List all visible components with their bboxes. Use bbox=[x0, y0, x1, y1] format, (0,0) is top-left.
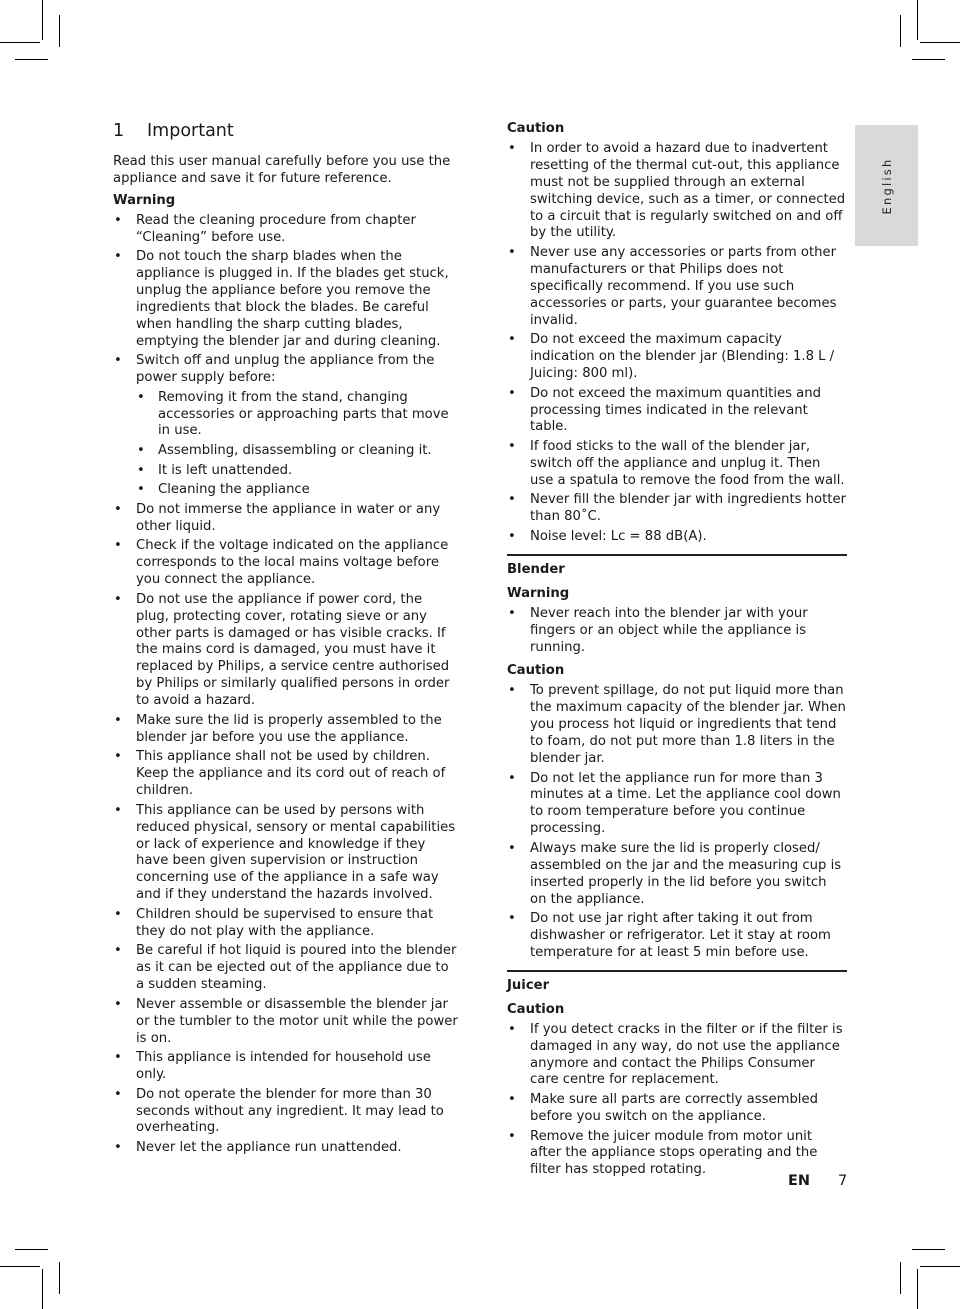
crop-mark bbox=[912, 59, 945, 60]
juicer-caution-heading: Caution bbox=[507, 1001, 565, 1017]
section-title: Important bbox=[147, 121, 234, 141]
list-item: • Never use any accessories or parts from other manufacturers or that Philips does not specifically recommend. If you use such accessories or parts, your guarantee becomes invalid. bbox=[507, 245, 847, 330]
list-item: • Read the cleaning procedure from chapter “Cleaning” before use. bbox=[113, 213, 458, 247]
list-item: • Do not let the appliance run for more than 3 minutes at a time. Let the appliance cool down to room temperature before you continue processing. bbox=[507, 771, 847, 839]
list-item: • Do not use the appliance if power cord, the plug, protecting cover, rotating sieve or any other parts is damaged or has visible cracks. If the mains cord is damaged, you must have it replaced by Philips, a service centre authorised by Philips or similarly qualified persons in order to avoid a hazard. bbox=[113, 592, 458, 710]
list-item: • Never assemble or disassemble the blender jar or the tumbler to the motor unit while the power is on. bbox=[113, 997, 458, 1048]
list-item: • Remove the juicer module from motor unit after the appliance stops operating and the filter has stopped rotating. bbox=[507, 1129, 847, 1180]
list-item: • Check if the voltage indicated on the appliance corresponds to the local mains voltage before you connect the appliance. bbox=[113, 538, 458, 589]
crop-mark bbox=[920, 1266, 960, 1267]
divider bbox=[507, 970, 847, 972]
list-item: • Never reach into the blender jar with your fingers or an object while the appliance is running. bbox=[507, 606, 847, 657]
list-item: • Do not exceed the maximum capacity indication on the blender jar (Blending: 1.8 L / Juicing: 800 ml). bbox=[507, 332, 847, 383]
language-tab-label: English bbox=[879, 157, 894, 214]
crop-mark bbox=[15, 1249, 48, 1250]
crop-mark bbox=[900, 1262, 901, 1294]
list-item: • Do not operate the blender for more than 30 seconds without any ingredient. It may lead to overheating. bbox=[113, 1087, 458, 1138]
list-item: • This appliance can be used by persons with reduced physical, sensory or mental capabilities or lack of experience and knowledge if they have been given supervision or instruction concerning use of the appliance in a safe way and if they understand the hazards involved. bbox=[113, 803, 458, 904]
crop-mark bbox=[42, 0, 43, 40]
list-item: • Make sure the lid is properly assembled to the blender jar before you use the appliance. bbox=[113, 713, 458, 747]
page-number: 7 bbox=[838, 1173, 848, 1189]
crop-mark bbox=[59, 15, 60, 47]
caution-list bbox=[507, 141, 847, 546]
list-item: • To prevent spillage, do not put liquid more than the maximum capacity of the blender jar. When you process hot liquid or ingredients that tend to foam, do not put more than 1.8 liters in the blender jar. bbox=[507, 683, 847, 768]
list-item: • This appliance shall not be used by children. Keep the appliance and its cord out of reach of children. bbox=[113, 749, 458, 800]
crop-mark bbox=[917, 0, 918, 40]
juicer-heading: Juicer bbox=[507, 977, 550, 993]
crop-mark bbox=[900, 15, 901, 47]
list-item-text: Switch off and unplug the appliance from the power supply before: bbox=[136, 353, 435, 386]
list-item: • Be careful if hot liquid is poured into the blender as it can be ejected out of the appliance due to a sudden steaming. bbox=[113, 943, 458, 994]
sub-list bbox=[136, 390, 458, 500]
sub-list-item: • Cleaning the appliance bbox=[136, 482, 458, 499]
crop-mark bbox=[42, 1269, 43, 1309]
crop-mark bbox=[15, 59, 48, 60]
intro-paragraph: Read this user manual carefully before you use the appliance and save it for future reference. bbox=[113, 154, 451, 186]
crop-mark bbox=[59, 1262, 60, 1294]
list-item: • Noise level: Lc = 88 dB(A). bbox=[507, 529, 847, 546]
list-item: • Never let the appliance run unattended. bbox=[113, 1140, 458, 1157]
left-column bbox=[113, 118, 458, 1160]
list-item: • Do not use jar right after taking it out from dishwasher or refrigerator. Let it stay at room temperature for at least 5 min before use. bbox=[507, 911, 847, 962]
sub-list-item: • Assembling, disassembling or cleaning it. bbox=[136, 443, 458, 460]
list-item: • If you detect cracks in the filter or if the filter is damaged in any way, do not use the appliance anymore and contact the Philips Consumer care centre for replacement. bbox=[507, 1022, 847, 1090]
list-item: • Never fill the blender jar with ingredients hotter than 80˚C. bbox=[507, 492, 847, 526]
blender-warning-list bbox=[507, 606, 847, 657]
sub-list-item: • Removing it from the stand, changing accessories or approaching parts that move in use. bbox=[136, 390, 458, 441]
warning-heading: Warning bbox=[113, 192, 176, 208]
warning-list bbox=[113, 213, 458, 1157]
juicer-caution-list bbox=[507, 1022, 847, 1180]
blender-caution-heading: Caution bbox=[507, 663, 565, 679]
blender-heading: Blender bbox=[507, 561, 565, 577]
section-number: 1 bbox=[113, 121, 125, 141]
crop-mark bbox=[912, 1249, 945, 1250]
list-item: • Children should be supervised to ensure that they do not play with the appliance. bbox=[113, 907, 458, 941]
list-item: • This appliance is intended for household use only. bbox=[113, 1050, 458, 1084]
crop-mark bbox=[0, 42, 40, 43]
list-item: • If food sticks to the wall of the blender jar, switch off the appliance and unplug it. Then use a spatula to remove the food from the wall. bbox=[507, 439, 847, 490]
list-item: • Always make sure the lid is properly closed/ assembled on the jar and the measuring cup is inserted properly in the lid before you switch on the appliance. bbox=[507, 841, 847, 909]
list-item: • In order to avoid a hazard due to inadvertent resetting of the thermal cut-out, this appliance must not be supplied through an external switching device, such as a timer, or connected to a circuit that is regularly switched on and off by the utility. bbox=[507, 141, 847, 242]
crop-mark bbox=[920, 42, 960, 43]
sub-list-item: • It is left unattended. bbox=[136, 463, 458, 480]
blender-caution-list bbox=[507, 683, 847, 962]
section-heading bbox=[113, 120, 458, 142]
list-item: • Make sure all parts are correctly assembled before you switch on the appliance. bbox=[507, 1092, 847, 1126]
divider bbox=[507, 554, 847, 556]
footer-language-code: EN bbox=[788, 1173, 811, 1189]
language-tab bbox=[855, 125, 918, 246]
crop-mark bbox=[917, 1269, 918, 1309]
list-item: • Do not immerse the appliance in water or any other liquid. bbox=[113, 502, 458, 536]
list-item bbox=[113, 353, 458, 499]
blender-warning-heading: Warning bbox=[507, 585, 570, 601]
caution-heading: Caution bbox=[507, 121, 565, 136]
crop-mark bbox=[0, 1266, 40, 1267]
list-item: • Do not touch the sharp blades when the appliance is plugged in. If the blades get stuck, unplug the appliance before you remove the ingredients that block the blades. Be careful when handling the sharp cutting blades, emptying the blender jar and during cleaning. bbox=[113, 249, 458, 350]
right-column bbox=[507, 121, 847, 1182]
list-item: • Do not exceed the maximum quantities and processing times indicated in the relevant table. bbox=[507, 386, 847, 437]
